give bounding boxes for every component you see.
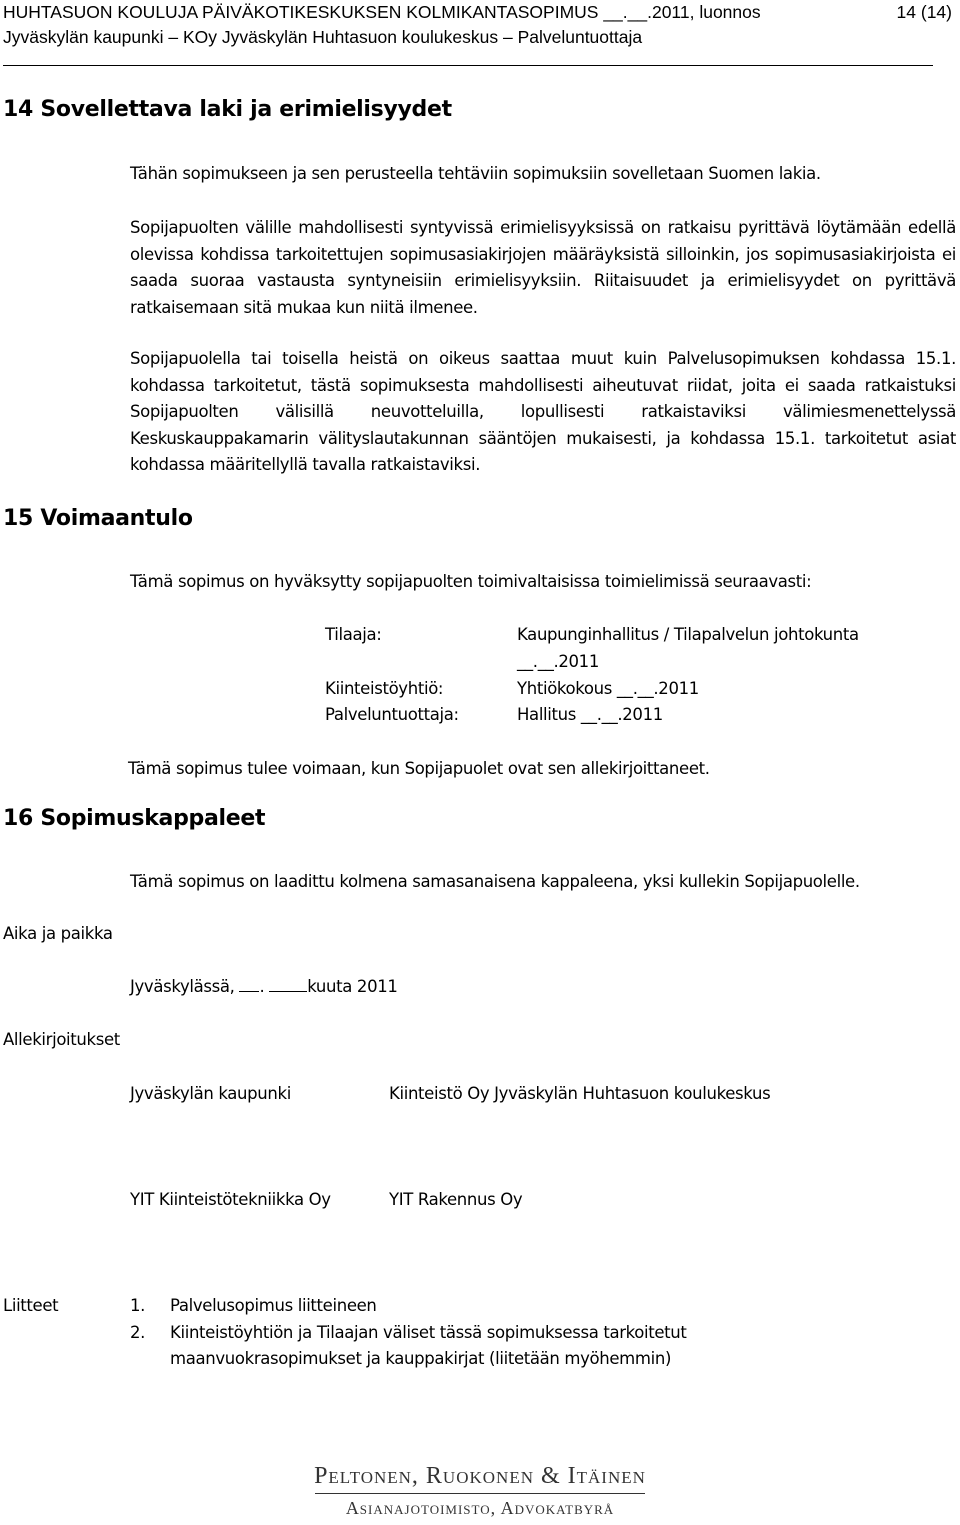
section-14-heading: 14 Sovellettava laki ja erimielisyydet [3, 97, 452, 122]
approval-label-kiinteistoyhtio: Kiinteistöyhtiö: [325, 679, 444, 698]
header-rule [3, 65, 933, 66]
day-blank [239, 975, 259, 992]
section-14-paragraph-3: Sopijapuolella tai toisella heistä on oikeus saattaa muut kuin Palvelusopimuksen kohdassa 15.1. kohdassa tarkoitetut, tästä sopimuksesta mahdollisesti aiheutuvat riidat, joita ei saada ratkaistuksi Sopijapuolten välisillä neuvotteluilla, lopullisesti ratkaistaviksi välimiesmenettelyssä Keskuskauppakamarin välityslautakunnan sääntöjen mukaisesti, ja kohdassa 15.1. tarkoitetut asiat kohdassa määritellyllä tavalla ratkaistaviksi. [130, 349, 956, 475]
page-number: 14 (14) [896, 2, 952, 22]
approval-value-tilaaja: Kaupunginhallitus / Tilapalvelun johtokunta [517, 625, 859, 644]
law-firm-logo [300, 1462, 660, 1519]
effective-statement: Tämä sopimus tulee voimaan, kun Sopijapuolet ovat sen allekirjoittaneet. [128, 759, 710, 778]
signatory-yit-rakennus: YIT Rakennus Oy [389, 1190, 523, 1209]
attachment-number: 2. [130, 1322, 146, 1342]
attachment-item-continuation [130, 1346, 687, 1373]
section-15-heading: 15 Voimaantulo [3, 506, 193, 531]
section-14-paragraph-2: Sopijapuolten välille mahdollisesti syntyvissä erimielisyyksissä on ratkaisu pyrittävä löytämään edellä olevissa kohdissa tarkoitettujen sopimusasiakirjojen määräyksistä silloinkin, jos sopimusasiakirjoista ei saada suoraa vastausta syntyneisiin erimielisyyksiin. Riitaisuudet ja erimielisyydet on pyrittävä ratkaisemaan sitä mukaa kun niitä ilmenee. [130, 218, 956, 317]
approval-value-palveluntuottaja: Hallitus __.__.2011 [517, 705, 663, 724]
attachment-item [130, 1293, 687, 1320]
section-14-paragraph-1: Tähän sopimukseen ja sen perusteella tehtäviin sopimuksiin sovelletaan Suomen lakia. [130, 164, 821, 183]
attachments-label: Liitteet [3, 1296, 59, 1315]
section-16-heading: 16 Sopimuskappaleet [3, 806, 266, 831]
signatures-label: Allekirjoitukset [3, 1030, 120, 1049]
attachment-item [130, 1320, 687, 1347]
time-place-label: Aika ja paikka [3, 924, 113, 943]
time-place-prefix: Jyväskylässä, [130, 977, 235, 996]
law-firm-name: Peltonen, Ruokonen & Itäinen [314, 1463, 646, 1489]
time-place-suffix: kuuta 2011 [307, 977, 398, 996]
copies-statement: Tämä sopimus on laadittu kolmena samasanaisena kappaleena, yksi kullekin Sopijapuolelle. [130, 872, 860, 891]
attachment-text-continued: maanvuokrasopimukset ja kauppakirjat (liitetään myöhemmin) [170, 1349, 672, 1369]
approval-intro: Tämä sopimus on hyväksytty sopijapuolten toimivaltaisissa toimielimissä seuraavasti: [130, 572, 812, 591]
attachments-list [130, 1293, 687, 1373]
signatory-koy-huhtasuo: Kiinteistö Oy Jyväskylän Huhtasuon koulukeskus [389, 1084, 771, 1103]
approval-label-palveluntuottaja: Palveluntuottaja: [325, 705, 459, 724]
approval-date-tilaaja: __.__.2011 [517, 652, 599, 671]
signatory-yit-kiinteistotekniikka: YIT Kiinteistötekniikka Oy [130, 1190, 331, 1209]
attachment-number: 1. [130, 1296, 146, 1315]
attachment-text: Palvelusopimus liitteineen [170, 1296, 377, 1315]
time-place-line: Jyväskylässä, . kuuta 2011 [130, 977, 398, 996]
approval-label-tilaaja: Tilaaja: [325, 625, 382, 644]
header-title: HUHTASUON KOULUJA PÄIVÄKOTIKESKUKSEN KOLMIKANTASOPIMUS __.__.2011, luonnos [3, 2, 761, 22]
law-firm-subtitle: Asianajotoimisto, Advokatbyrå [345, 1498, 615, 1518]
approval-value-kiinteistoyhtio: Yhtiökokous __.__.2011 [517, 679, 699, 698]
attachment-text: Kiinteistöyhtiön ja Tilaajan väliset tässä sopimuksessa tarkoitetut [170, 1322, 687, 1342]
signatory-jyvaskylan-kaupunki: Jyväskylän kaupunki [130, 1084, 291, 1103]
month-blank [269, 975, 307, 992]
logo-divider [315, 1493, 645, 1494]
header-parties: Jyväskylän kaupunki – KOy Jyväskylän Huhtasuon koulukeskus – Palveluntuottaja [3, 27, 643, 47]
